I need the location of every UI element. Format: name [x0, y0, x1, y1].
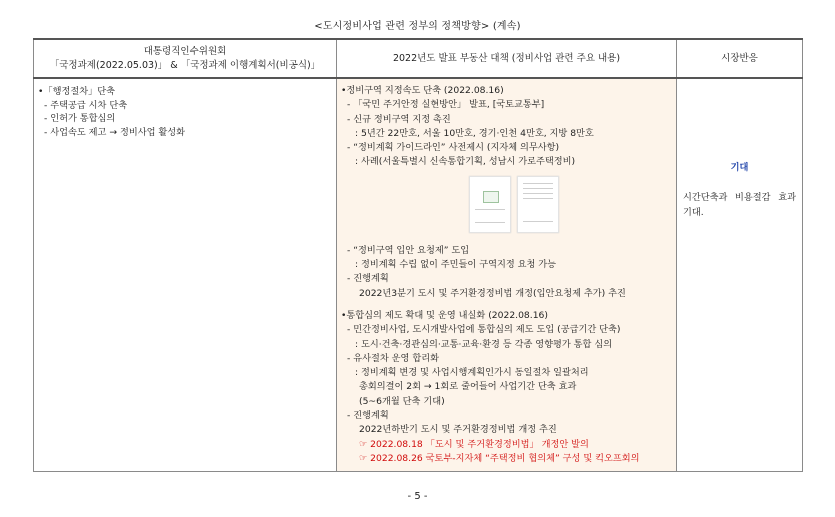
list-item: : 정비계획 수립 없이 주민들이 구역지정 요청 가능 [355, 259, 557, 271]
header-reaction: 시장반응 [677, 39, 803, 78]
document-thumbnail [517, 176, 559, 233]
section-heading: •정비구역 지정속도 단축 (2022.08.16) [341, 85, 504, 96]
list-item: - 유사절차 운영 합리화 [347, 352, 439, 364]
highlight-note: ☞ 2022.08.26 국토부-지자체 “주택정비 협의체” 구성 및 킥오프회의 [359, 452, 640, 464]
section-heading: •통합심의 제도 확대 및 운영 내실화 (2022.08.16) [341, 309, 548, 321]
example-thumbnails [341, 170, 672, 244]
measures-cell [337, 78, 677, 472]
list-item: : 5년간 22만호, 서울 10만호, 경기·인천 4만호, 지방 8만호 [355, 127, 594, 139]
list-item: - 진행계획 [347, 273, 389, 285]
list-item: - 진행계획 [347, 410, 389, 422]
page-title: <도시정비사업 관련 정부의 정책방향> (계속) [314, 21, 521, 32]
table-header-row [34, 39, 803, 78]
list-item: 2022년3분기 도시 및 주거환경정비법 개정(입안요청제 추가) 추진 [359, 287, 626, 299]
header-committee-line2: 「국정과제(2022.05.03)」 & 「국정과제 이행계획서(비공식)」 [49, 59, 321, 71]
committee-cell [34, 78, 337, 472]
list-item: - 신규 정비구역 지정 촉진 [347, 113, 451, 125]
document-thumbnail [469, 176, 511, 233]
list-item: - 「국민 주거안정 실현방안」 발표, [국토교통부] [347, 99, 545, 111]
list-item: •「행정절차」단축 [38, 86, 116, 97]
list-item: - “정비계획 가이드라인” 사전제시 (지자체 의무사항) [347, 142, 560, 154]
highlight-note: ☞ 2022.08.18 「도시 및 주거환경정비법」 개정안 발의 [359, 438, 589, 450]
list-item: - 인허가 통합심의 [44, 113, 116, 124]
list-item: (5~6개월 단축 기대) [359, 395, 445, 407]
list-item: - 사업속도 제고 → 정비사업 활성화 [44, 126, 185, 138]
page-number: - 5 - [407, 491, 428, 502]
list-item: - 주택공급 시차 단축 [44, 99, 128, 111]
header-measures: 2022년도 발표 부동산 대책 (정비사업 관련 주요 내용) [337, 39, 677, 78]
policy-table [33, 38, 803, 472]
list-item: 총회의결이 2회 → 1회로 줄어들어 사업기간 단축 효과 [359, 381, 577, 393]
table-row [34, 78, 803, 472]
list-item: : 도시·건축·경관심의·교통·교육·환경 등 각종 영향평가 통합 심의 [355, 338, 613, 350]
header-committee [34, 39, 337, 78]
reaction-cell [677, 78, 803, 472]
header-committee-line1: 대통령직인수위원회 [143, 45, 227, 57]
list-item: - 민간정비사업, 도시개발사업에 통합심의 제도 도입 (공급기간 단축) [347, 324, 621, 336]
list-item: : 정비계획 변경 및 사업시행계획인가시 동일절차 일괄처리 [355, 367, 589, 379]
list-item: : 사례(서울특별시 신속통합기획, 성남시 가로주택정비) [355, 156, 576, 168]
list-item: 2022년하반기 도시 및 주거환경정비법 개정 추진 [359, 424, 557, 436]
reaction-text: 시간단축과 비용절감 효과 기대. [683, 192, 796, 218]
list-item: - “정비구역 입안 요청제” 도입 [347, 244, 470, 256]
reaction-heading: 기대 [730, 162, 749, 173]
